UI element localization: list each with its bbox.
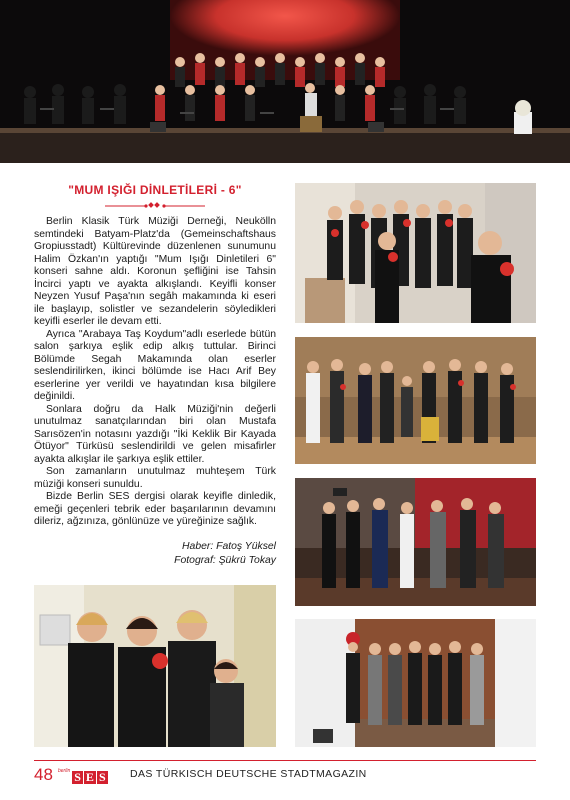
logo-letter: E bbox=[85, 770, 94, 784]
article-body bbox=[34, 216, 276, 529]
article-paragraph: Berlin Klasik Türk Müziği Derneği, Neukölln semtindeki Batyam-Platz'da (Gemeinschaftshaus Gropiusstadt) Kültürevinde düzenlenen sunumunu Halim Özkan'ın yaptığı "Mum Işığı Dinletileri 6" konseri sahne aldı. Koronun şefliğini ise Tahsin İncirci yaptı ve ayakta alkışlandı. Keyifli konser Neyzen Yusuf Paşa'nın segâh makamında ki eseri ile başlayıp, solistler ve sezandelerin söyledikleri keyifli eserler ile devam etti. bbox=[34, 216, 276, 327]
audience-group-photo bbox=[295, 619, 536, 747]
logo-city: berlin bbox=[58, 768, 71, 774]
title-ornament-icon bbox=[105, 201, 205, 211]
women-group-photo bbox=[295, 183, 536, 323]
photographer-credit: Fotograf: Şükrü Tokay bbox=[174, 554, 276, 566]
concert-stage-photo bbox=[0, 0, 570, 163]
article-title: "MUM IŞIĞI DİNLETİLERİ - 6" bbox=[68, 183, 242, 197]
article-paragraph: Sonlara doğru da Halk Müziği'nin değerli unutulmaz sanatçılarından biri olan Mustafa Sarısözen'in notasını yazdığı "İki Keklik Bir Kayada Ötüyor" Türküsü seslendirildi ve gelen misafirler ayakta alkışlar ile şarkıya eşlik ettiler. bbox=[34, 403, 276, 465]
guests-group-photo bbox=[295, 337, 536, 464]
article-paragraph: Bizde Berlin SES dergisi olarak keyifle dinledik, emeği geçenleri tebrik eder başarılarının devamını dileriz, ağzınıza, gönlünüze ve yüreğinize sağlık. bbox=[34, 491, 276, 527]
magazine-name: DAS TÜRKISCH DEUTSCHE STADTMAGAZIN bbox=[130, 768, 367, 780]
logo-letter: S bbox=[74, 770, 81, 784]
logo-letter: S bbox=[98, 770, 106, 784]
ses-logo bbox=[58, 766, 109, 784]
article-paragraph: Son zamanların unutulmaz muhteşem Türk müziği konseri sunuldu. bbox=[34, 466, 276, 490]
page-number: 48 bbox=[34, 765, 53, 784]
family-group-photo bbox=[34, 585, 276, 747]
footer-divider bbox=[34, 760, 536, 761]
article-credits bbox=[34, 540, 276, 567]
author-credit: Haber: Fatoş Yüksel bbox=[182, 541, 276, 552]
article-paragraph: Ayrıca "Arabaya Taş Koydum"adlı eserlede bütün salon şarkıya eşlik edip alkış tuttular. Birinci Bölümde Segah Makamında olan eserler seslendirilirken, ikinci bölümde ise Hacı Arif Bey eserlerine yer verildi ve hayatından kısa bilgilere değinildi. bbox=[34, 328, 276, 402]
stage-group-photo bbox=[295, 478, 536, 606]
